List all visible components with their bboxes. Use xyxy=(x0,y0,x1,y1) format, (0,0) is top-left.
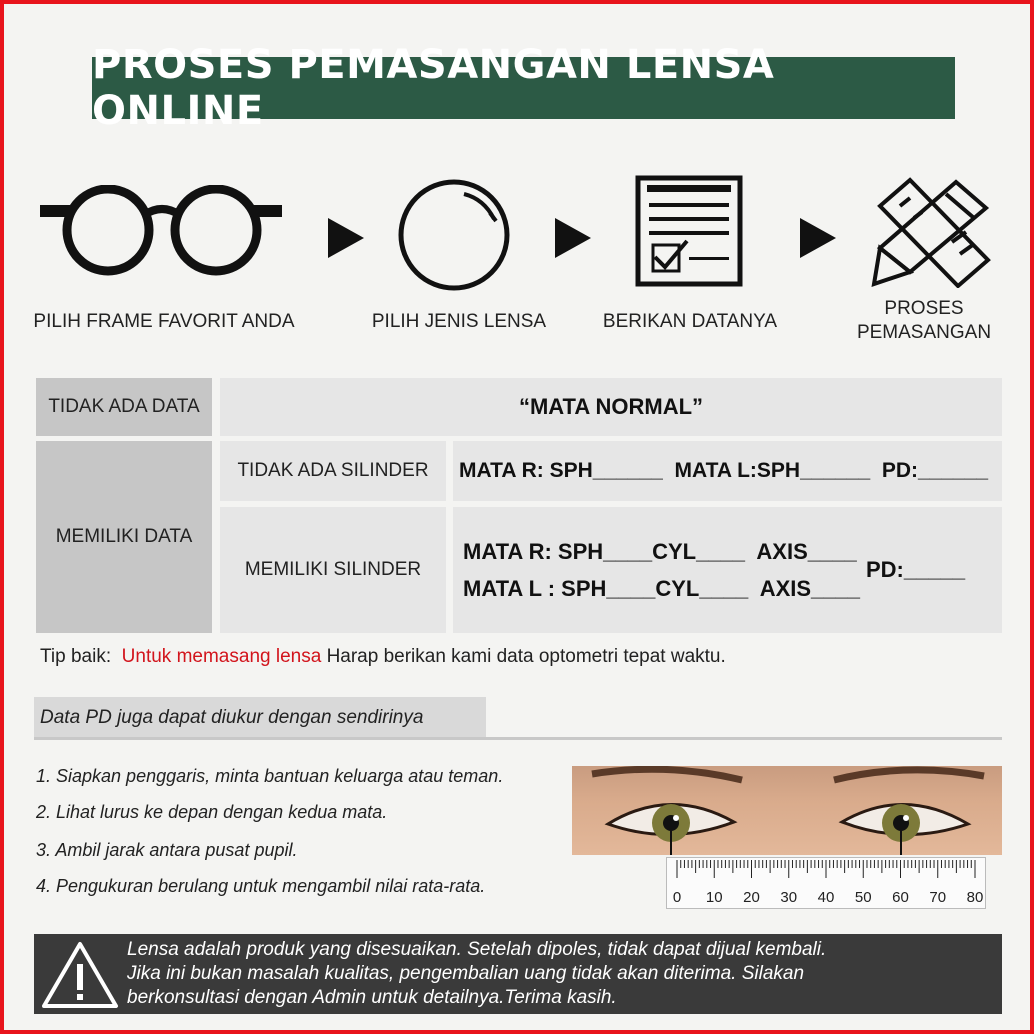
step-label-install-line2: PEMASANGAN xyxy=(856,322,992,343)
cylinder-value xyxy=(453,507,1002,633)
cylinder-pd: PD:_____ xyxy=(865,557,966,582)
step-label-install xyxy=(840,297,1008,345)
ruler xyxy=(666,857,986,909)
no-data-value: “MATA NORMAL” xyxy=(220,378,1002,436)
has-data-label: MEMILIKI DATA xyxy=(36,441,212,633)
divider xyxy=(34,737,1002,740)
step-label-install-line1: PROSES xyxy=(884,298,964,319)
tip-line xyxy=(40,646,726,668)
no-cylinder-value: MATA R: SPH______ MATA L:SPH______ PD:______ xyxy=(453,441,1002,501)
ruler-tick-label: 0 xyxy=(672,889,682,906)
arrow-right-icon xyxy=(553,216,593,260)
ruler-tick-label: 20 xyxy=(743,889,760,906)
step-label-data: BERIKAN DATANYA xyxy=(602,311,778,332)
tip-rest: Harap berikan kami data optometri tepat waktu. xyxy=(326,646,726,667)
ruler-tick-label: 50 xyxy=(854,889,872,906)
form-icon xyxy=(635,175,743,287)
warning-line-2: Jika ini bukan masalah kualitas, pengembalian uang tidak akan diterima. Silakan xyxy=(127,963,805,984)
pd-step-3: 3. Ambil jarak antara pusat pupil. xyxy=(36,840,298,860)
warning-text xyxy=(127,938,1007,1010)
ruler-tick-label: 30 xyxy=(780,889,798,906)
step-label-lens: PILIH JENIS LENSA xyxy=(371,311,547,332)
glasses-icon xyxy=(36,185,286,285)
arrow-right-icon xyxy=(326,216,366,260)
pd-step-1: 1. Siapkan penggaris, minta bantuan keluarga atau teman. xyxy=(36,766,504,786)
ruler-scale xyxy=(667,858,987,910)
pd-step-4: 4. Pengukuran berulang untuk mengambil nilai rata-rata. xyxy=(36,876,486,896)
pencil-ruler-icon xyxy=(870,176,996,288)
ruler-tick-label: 60 xyxy=(892,889,909,906)
cylinder-line-left: MATA L : SPH____CYL____ AXIS____ xyxy=(463,576,860,601)
arrow-right-icon xyxy=(798,216,838,260)
pd-section-header: Data PD juga dapat diukur dengan sendirinya xyxy=(34,697,486,739)
warning-line-3: berkonsultasi dengan Admin untuk detailnya.Terima kasih. xyxy=(127,987,617,1008)
pd-step-2: 2. Lihat lurus ke depan dengan kedua mata. xyxy=(36,802,388,822)
eyes-illustration xyxy=(572,766,1002,855)
step-label-frame: PILIH FRAME FAVORIT ANDA xyxy=(33,311,295,332)
no-cylinder-label: TIDAK ADA SILINDER xyxy=(220,441,446,501)
tip-prefix: Tip baik: xyxy=(40,646,112,667)
tip-highlight: Untuk memasang lensa xyxy=(121,646,322,667)
warning-triangle-icon xyxy=(40,940,120,1010)
cylinder-label: MEMILIKI SILINDER xyxy=(220,507,446,633)
cylinder-line-right: MATA R: SPH____CYL____ AXIS____ xyxy=(463,539,857,564)
cylinder-lines xyxy=(463,533,860,607)
eyes-photo xyxy=(572,766,1002,855)
ruler-tick-label: 80 xyxy=(966,889,984,906)
ruler-tick-label: 10 xyxy=(705,889,723,906)
lens-icon xyxy=(396,177,512,293)
page-title: PROSES PEMASANGAN LENSA ONLINE xyxy=(92,57,955,119)
warning-line-1: Lensa adalah produk yang disesuaikan. Setelah dipoles, tidak dapat dijual kembali. xyxy=(127,939,827,960)
ruler-tick-label: 40 xyxy=(817,889,835,906)
ruler-tick-label: 70 xyxy=(929,889,947,906)
no-data-label: TIDAK ADA DATA xyxy=(36,378,212,436)
